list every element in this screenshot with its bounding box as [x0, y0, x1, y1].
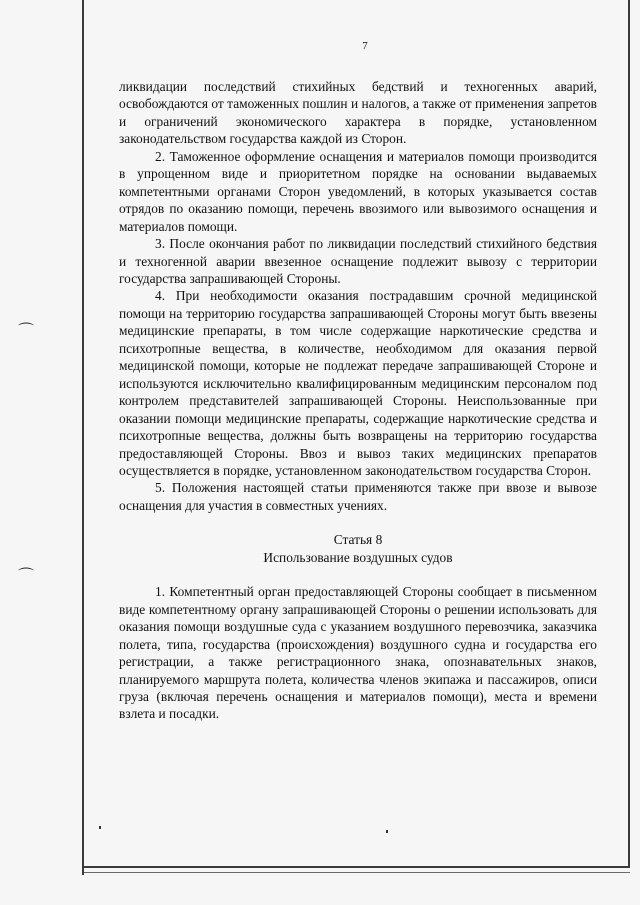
- paragraph-continuation: ликвидации последствий стихийных бедствий и техногенных аварий, освобождаются от таможенных пошлин и налогов, а также от применения запретов и ограничений экономического характера в порядке, установленном законодательством государства каждой из Сторон.: [119, 79, 597, 147]
- paragraph-4: 4. При необходимости оказания пострадавшим срочной медицинской помощи на территорию государства запрашивающей Стороны могут быть ввезены медицинские препараты, в том числе содержащие наркотические средства и психотропные вещества, в количестве, необходимом для оказания первой медицинской помощи, которые не подлежат передаче запрашивающей Стороне и используются исключительно квалифицированным медицинским персоналом под контролем представителей запрашивающей Стороны. Неиспользованные при оказании помощи медицинские препараты, содержащие наркотические средства и психотропные вещества, должны быть возвращены на территорию государства предоставляющей Стороны. Ввоз и вывоз таких медицинских препаратов осуществляется в порядке, установленном законодательством государства Сторон.: [119, 288, 597, 478]
- page-frame-bottom-shadow: [84, 872, 630, 873]
- binding-hole-mark: ⌒: [18, 568, 35, 585]
- article-paragraph-1: 1. Компетентный орган предоставляющей Стороны сообщает в письменном виде компетентному органу запрашивающей Стороны о решении использовать для оказания помощи воздушные суда с указанием воздушного перевозчика, заказчика полета, типа, государства (происхождения) воздушного судна и государства его регистрации, а также регистрационного знака, опознавательных знаков, планируемого маршрута полета, количества членов экипажа и пассажиров, описи груза (включая перечень оснащения и материалов помощи), места и времени взлета и посадки.: [119, 584, 597, 722]
- scan-speck: [99, 826, 101, 829]
- spacer: [119, 566, 597, 583]
- page-frame-bottom: [82, 866, 630, 868]
- paragraph-2: 2. Таможенное оформление оснащения и материалов помощи производится в упрощенном виде и приоритетном порядке на основании выдаваемых компетентными органами Сторон уведомлений, в которых указывается состав отрядов по оказанию помощи, перечень ввозимого или вывозимого оснащения и материалов помощи.: [119, 148, 597, 234]
- spacer: [119, 514, 597, 531]
- document-body: [119, 78, 597, 723]
- page-frame-right: [628, 0, 630, 868]
- paragraph-5: 5. Положения настоящей статьи применяются также при ввозе и вывозе оснащения для участия в совместных учениях.: [119, 480, 597, 513]
- binding-hole-mark: ⌒: [18, 323, 35, 340]
- article-title: Использование воздушных судов: [263, 549, 453, 565]
- page-frame-left: [82, 0, 84, 875]
- scan-speck: [386, 830, 388, 833]
- article-number: Статья 8: [333, 532, 383, 548]
- page-number: 7: [362, 40, 368, 52]
- paragraph-3: 3. После окончания работ по ликвидации последствий стихийного бедствия и техногенной аварии ввезенное оснащение подлежит вывозу с территории государства запрашивающей Стороны.: [119, 236, 597, 286]
